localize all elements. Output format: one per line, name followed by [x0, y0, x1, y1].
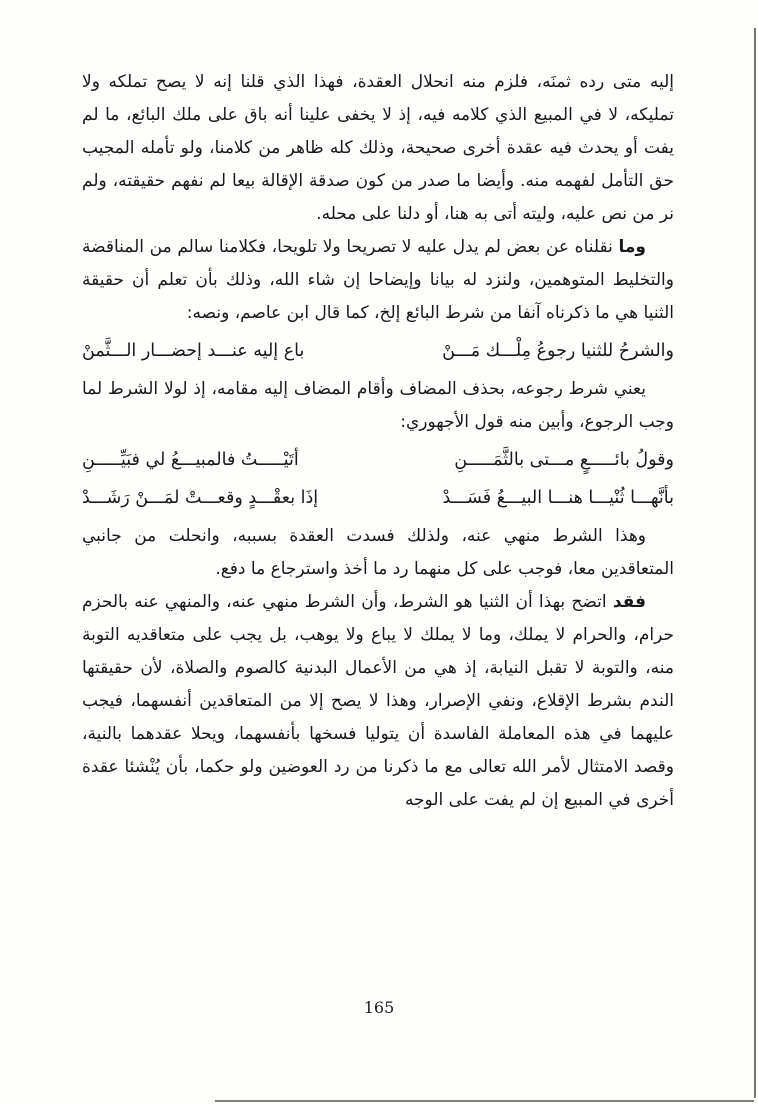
- paragraph: [82, 231, 674, 330]
- hemistich-first: وقولُ بائـــــعٍ مـــتى بالثَّمَـــــنِ: [454, 450, 674, 470]
- hemistich-first: والشرحُ للثنيا رجوعُ مِلْـــك مَـــنْ: [442, 341, 674, 361]
- poetry-line: [82, 335, 674, 368]
- paragraph-lead-word: وما: [618, 237, 646, 257]
- hemistich-second: أتَيْـــــتُ فالمبيـــعُ لي فبَيِّـــــنِ: [82, 450, 299, 470]
- scan-edge-artifact-bottom: [215, 1100, 754, 1102]
- paragraph-lead-word: فقد: [612, 592, 646, 612]
- paragraph-text: نقلناه عن بعض لم يدل عليه لا تصريحا ولا تلويحا، فكلامنا سالم من المناقضة والتخليط المتوهمين، ولنزد له بيانا وإيضاحا إن شاء الله، وذلك بأن تعلم أن حقيقة الثنيا هي ما ذكرناه آنفا من شرط البائع إلخ، كما قال ابن عاصم، ونصه:: [82, 237, 674, 323]
- paragraph-text: اتضح بهذا أن الثنيا هو الشرط، وأن الشرط منهي عنه، والمنهي عنه بالحزم حرام، والحرام لا يملك، وما لا يملك لا يباع ولا يوهب، بل يجب على متعاقديه التوبة منه، والتوبة لا تقبل النيابة، إذ هي من الأعمال البدنية كالصوم والصلاة، لأن حقيقتها الندم بشرط الإقلاع، ونفي الإصرار، وهذا لا يصح إلا من المتعاقدين أنفسهما، فيجب عليهما في هذه المعاملة الفاسدة أن يتوليا فسخها بأنفسهما، ويحلا عقدهما بالنية، وقصد الامتثال لأمر الله تعالى مع ما ذكرنا من رد العوضين ولو حكما، بأن يُنْشئا عقدة أخرى في المبيع إن لم يفت على الوجه: [82, 592, 674, 810]
- hemistich-second: إذَا بعقْـــدٍ وقعـــتْ لمَـــنْ رَشَـــدْ: [82, 488, 319, 508]
- paragraph: وهذا الشرط منهي عنه، ولذلك فسدت العقدة بسببه، وانحلت من جانبي المتعاقدين معا، فوجب على كل منهما رد ما أخذ واسترجاع ما دفع.: [82, 526, 674, 579]
- scan-edge-artifact-right: [754, 28, 756, 1098]
- page-text: [82, 66, 674, 817]
- page-number: 165: [363, 998, 395, 1017]
- hemistich-second: باع إليه عنـــد إحضـــار الـــثَّمنْ: [82, 341, 305, 361]
- poetry-line: [82, 444, 674, 477]
- hemistich-first: بأنَّهـــا ثُنْيـــا هنـــا البيـــعُ فَسَـــدْ: [442, 488, 674, 508]
- paragraph-continuation: إليه متى رده ثمنَه، فلزم منه انحلال العقدة، فهذا الذي قلنا إنه لا يصح تملكه ولا تمليكه، لا في المبيع الذي كلامه فيه، إذ لا يخفى علينا أنه باق على ملك البائع، ما لم يفت أو يحدث فيه عقدة أخرى صحيحة، وذلك كله ظاهر من كلامنا، ولو تأمله المجيب حق التأمل لفهمه منه. وأيضا ما صدر من كون صدقة الإقالة بيعا لم نفهم حقيقته، ولم نر من نص عليه، وليته أتى به هنا، أو دلنا على محله.: [82, 72, 674, 224]
- paragraph: يعني شرط رجوعه، بحذف المضاف وأقام المضاف إليه مقامه، إذ لولا الشرط لما وجب الرجوع، وأبين منه قول الأجهوري:: [82, 379, 674, 432]
- paragraph: [82, 586, 674, 817]
- poetry-line: [82, 482, 674, 515]
